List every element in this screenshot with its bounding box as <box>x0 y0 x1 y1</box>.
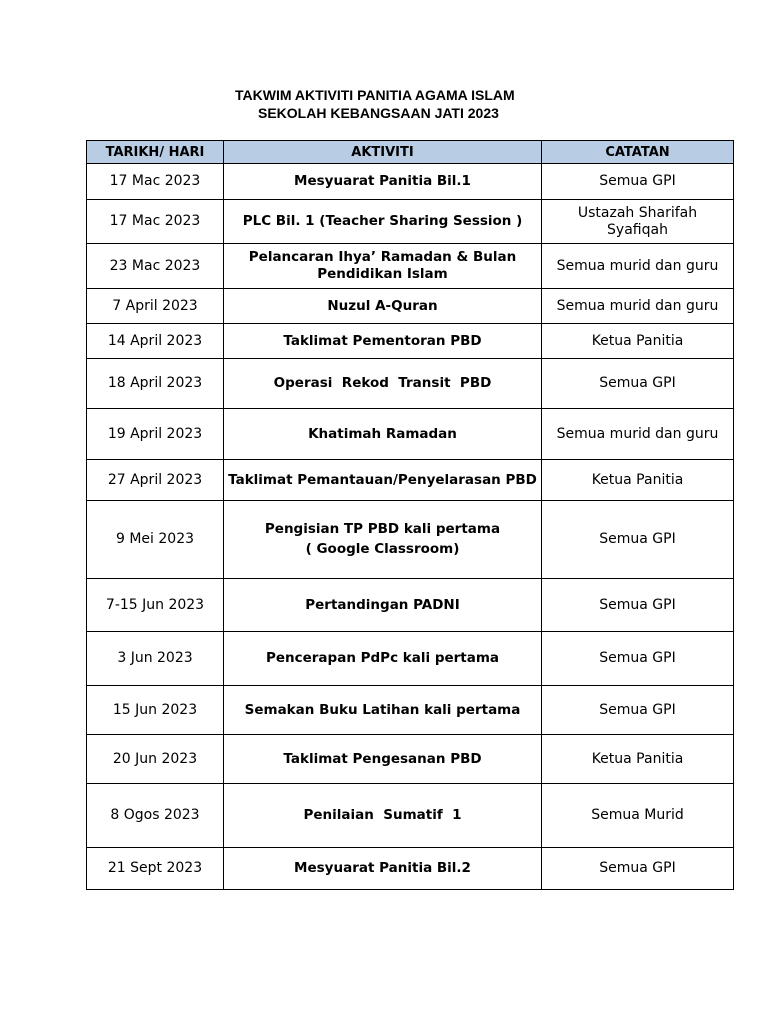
cell-note: Semua murid dan guru <box>542 289 734 324</box>
cell-activity: Mesyuarat Panitia Bil.2 <box>224 848 542 890</box>
cell-date: 7 April 2023 <box>87 289 224 324</box>
cell-date: 8 Ogos 2023 <box>87 784 224 848</box>
cell-date: 19 April 2023 <box>87 409 224 460</box>
cell-activity: Taklimat Pengesanan PBD <box>224 735 542 784</box>
table-row <box>87 735 734 784</box>
cell-note: Semua GPI <box>542 632 734 686</box>
cell-date: 17 Mac 2023 <box>87 164 224 200</box>
cell-note: Semua murid dan guru <box>542 244 734 289</box>
cell-date: 7-15 Jun 2023 <box>87 579 224 632</box>
title-line-2: SEKOLAH KEBANGSAAN JATI 2023 <box>258 105 499 121</box>
table-row <box>87 632 734 686</box>
cell-date: 15 Jun 2023 <box>87 686 224 735</box>
cell-activity <box>224 501 542 579</box>
cell-note: Semua GPI <box>542 848 734 890</box>
cell-date: 21 Sept 2023 <box>87 848 224 890</box>
activity-line: ( Google Classroom) <box>305 541 460 557</box>
table-row <box>87 686 734 735</box>
table-row <box>87 784 734 848</box>
header-activity: AKTIVITI <box>224 141 542 164</box>
cell-note: Semua GPI <box>542 359 734 409</box>
cell-activity: Pelancaran Ihya’ Ramadan & Bulan Pendidikan Islam <box>224 244 542 289</box>
cell-activity: Mesyuarat Panitia Bil.1 <box>224 164 542 200</box>
cell-date: 27 April 2023 <box>87 460 224 501</box>
cell-note: Ketua Panitia <box>542 460 734 501</box>
activity-line: Pengisian TP PBD kali pertama <box>264 521 501 537</box>
table-row <box>87 289 734 324</box>
table-row <box>87 324 734 359</box>
cell-activity: Pencerapan PdPc kali pertama <box>224 632 542 686</box>
cell-note: Semua Murid <box>542 784 734 848</box>
cell-date: 14 April 2023 <box>87 324 224 359</box>
cell-activity: PLC Bil. 1 (Teacher Sharing Session ) <box>224 200 542 244</box>
cell-activity: Pertandingan PADNI <box>224 579 542 632</box>
table-row <box>87 579 734 632</box>
cell-date: 3 Jun 2023 <box>87 632 224 686</box>
table-row <box>87 848 734 890</box>
activity-table <box>86 140 734 890</box>
cell-activity: Semakan Buku Latihan kali pertama <box>224 686 542 735</box>
cell-note: Ustazah Sharifah Syafiqah <box>542 200 734 244</box>
cell-date: 17 Mac 2023 <box>87 200 224 244</box>
cell-activity: Penilaian Sumatif 1 <box>224 784 542 848</box>
cell-note: Semua GPI <box>542 686 734 735</box>
header-note: CATATAN <box>542 141 734 164</box>
table-header-row <box>87 141 734 164</box>
table-row <box>87 501 734 579</box>
document-title <box>0 86 768 122</box>
cell-note: Semua murid dan guru <box>542 409 734 460</box>
cell-date: 9 Mei 2023 <box>87 501 224 579</box>
cell-activity: Nuzul A-Quran <box>224 289 542 324</box>
title-line-1: TAKWIM AKTIVITI PANITIA AGAMA ISLAM <box>235 87 515 103</box>
table-row <box>87 460 734 501</box>
table-row <box>87 409 734 460</box>
table-row <box>87 244 734 289</box>
table-row <box>87 200 734 244</box>
table-row <box>87 164 734 200</box>
cell-date: 20 Jun 2023 <box>87 735 224 784</box>
header-date: TARIKH/ HARI <box>87 141 224 164</box>
cell-activity: Taklimat Pemantauan/Penyelarasan PBD <box>224 460 542 501</box>
table-row <box>87 359 734 409</box>
cell-note: Semua GPI <box>542 501 734 579</box>
cell-date: 23 Mac 2023 <box>87 244 224 289</box>
cell-activity: Operasi Rekod Transit PBD <box>224 359 542 409</box>
cell-note: Semua GPI <box>542 164 734 200</box>
cell-date: 18 April 2023 <box>87 359 224 409</box>
cell-activity: Khatimah Ramadan <box>224 409 542 460</box>
cell-note: Ketua Panitia <box>542 324 734 359</box>
cell-note: Semua GPI <box>542 579 734 632</box>
cell-activity: Taklimat Pementoran PBD <box>224 324 542 359</box>
cell-note: Ketua Panitia <box>542 735 734 784</box>
